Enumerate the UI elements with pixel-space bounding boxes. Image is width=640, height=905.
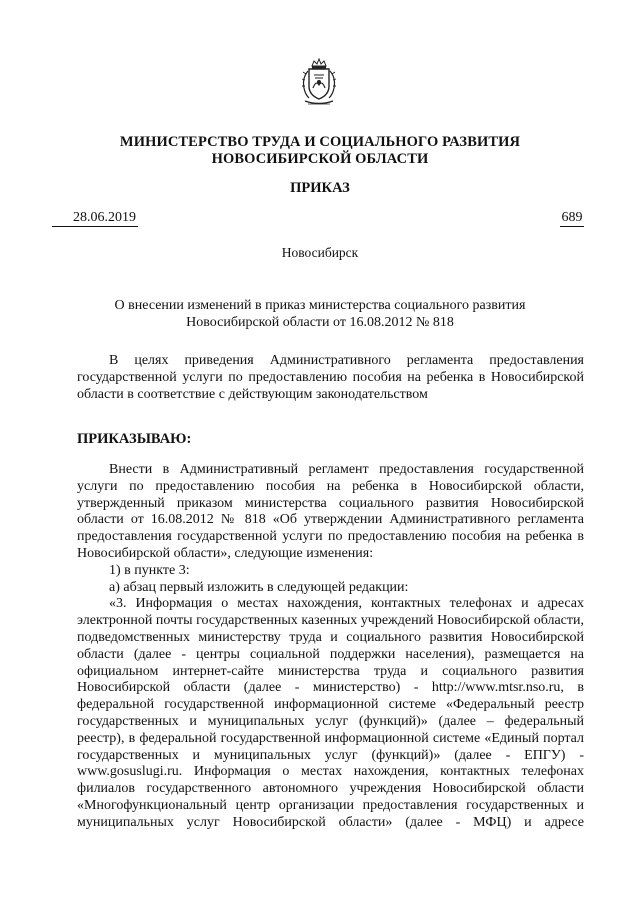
- coat-of-arms-icon: [300, 58, 338, 108]
- document-type: ПРИКАЗ: [290, 180, 350, 196]
- ministry-name: [0, 134, 640, 168]
- document-date: 28.06.2019: [52, 210, 138, 227]
- preamble: [77, 353, 584, 403]
- body-item-1: 1) в пункте 3:: [109, 562, 190, 578]
- document-city: Новосибирск: [281, 245, 359, 260]
- ministry-name-line1: МИНИСТЕРСТВО ТРУДА И СОЦИАЛЬНОГО РАЗВИТИЯ: [119, 134, 521, 150]
- document-subject: [0, 297, 640, 331]
- subject-line2: Новосибирской области от 16.08.2012 № 818: [186, 315, 454, 330]
- preamble-text: В целях приведения Административного регламента предоставления государственной услуги по предоставлению пособия на ребенка в Новосибирской области в соответствие с действующим законодательством: [77, 353, 584, 402]
- subject-line1: О внесении изменений в приказ министерства социального развития: [114, 298, 526, 313]
- document-number: 689: [561, 210, 583, 225]
- document-body: [77, 462, 584, 832]
- body-item-1a: а) абзац первый изложить в следующей редакции:: [109, 579, 409, 595]
- order-word: ПРИКАЗЫВАЮ:: [77, 431, 192, 447]
- body-quote: «3. Информация о местах нахождения, контактных телефонах и адресах электронной почты государственных казенных учреждений Новосибирской области, подведомственных министерству труда и социального развития Новосибирской области (далее - центры социальной поддержки населения), размещается на официальном интернет-сайте министерства труда и социального развития Новосибирской области (далее - министерство) - http://www.mtsr.nso.ru, в федеральной государственной информационной системе «Федеральный реестр государственных и муниципальных услуг (функций)» (далее – федеральный реестр), в федеральной государственной информационной системе «Единый портал государственных и муниципальных услуг (функций)» (далее - ЕПГУ) - www.gosuslugi.ru. Информация о местах нахождения, контактных телефонах филиалов государственного автономного учреждения Новосибирской области «Многофункциональный центр организации предоставления государственных и муниципальных услуг Новосибирской области» (далее - МФЦ) и адресе: [77, 596, 584, 830]
- body-intro: Внести в Административный регламент предоставления государственной услуги по предоставлению пособия на ребенка в Новосибирской области, утвержденный приказом министерства социального развития Новосибирской области от 16.08.2012 № 818 «Об утверждении Административного регламента предоставления государственной услуги по предоставлению пособия на ребенка в Новосибирской области», следующие изменения:: [77, 462, 584, 561]
- ministry-name-line2: НОВОСИБИРСКОЙ ОБЛАСТИ: [211, 151, 429, 167]
